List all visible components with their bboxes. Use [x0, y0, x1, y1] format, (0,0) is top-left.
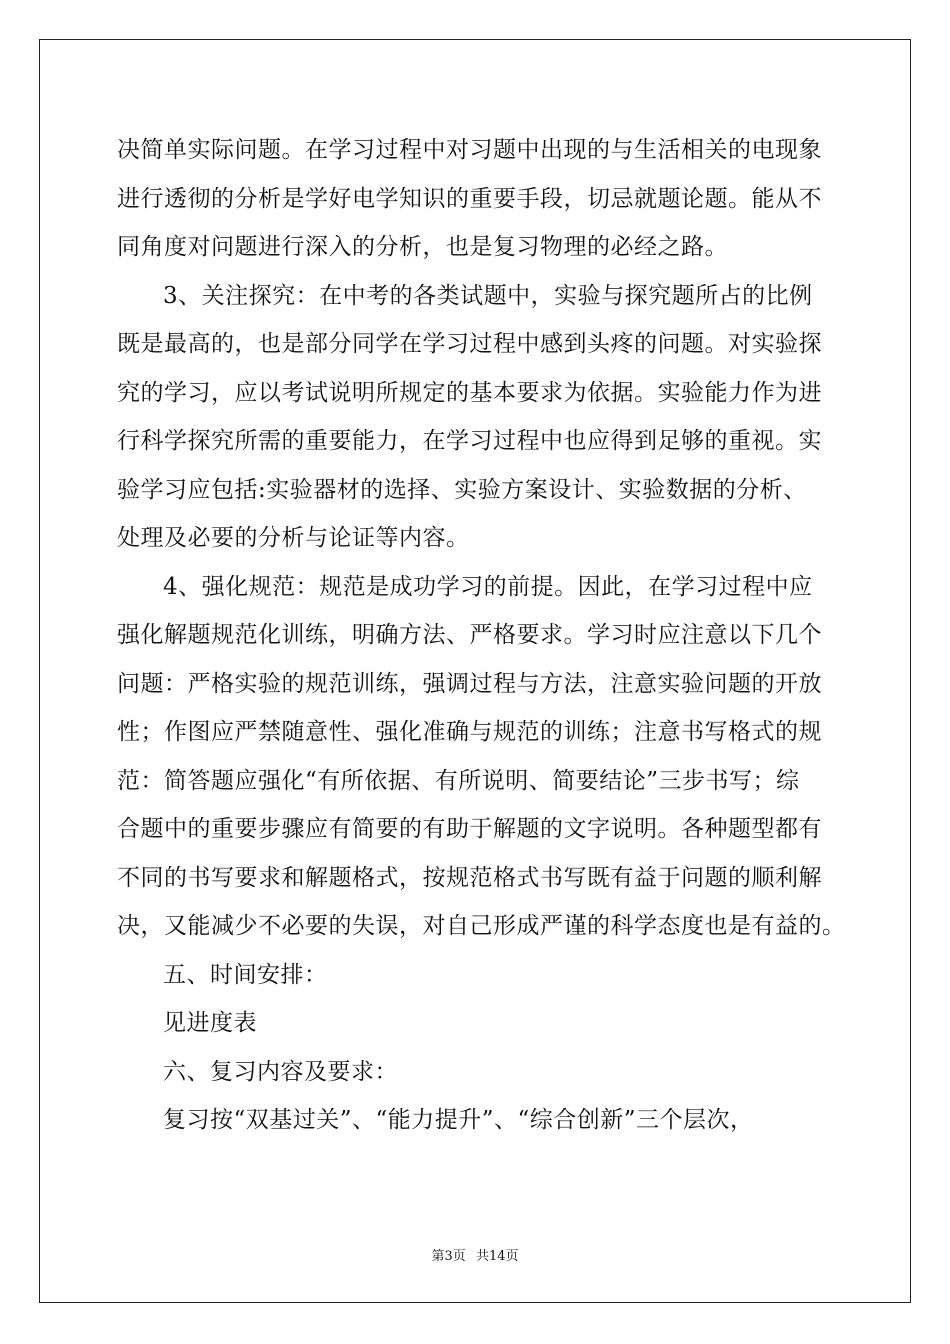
text-line: 性；作图应严禁随意性、强化准确与规范的训练；注意书写格式的规 [117, 719, 822, 745]
document-body [117, 126, 846, 1145]
page-number-total: 共14页 [475, 1249, 519, 1264]
text-line: 合题中的重要步骤应有简要的有助于解题的文字说明。各种题型都有 [117, 816, 822, 842]
page-number-current: 第3页 [431, 1249, 466, 1264]
text-line: 决简单实际问题。在学习过程中对习题中出现的与生活相关的电现象 [117, 137, 822, 163]
text-line: 决，又能减少不必要的失误，对自己形成严谨的科学态度也是有益的。 [117, 913, 846, 939]
text-line: 同角度对问题进行深入的分析，也是复习物理的必经之路。 [117, 234, 728, 260]
text-line: 进行透彻的分析是学好电学知识的重要手段，切忌就题论题。能从不 [117, 185, 822, 212]
section-heading: 五、时间安排： [163, 961, 328, 988]
text-line: 验学习应包括:实验器材的选择、实验方案设计、实验数据的分析、 [117, 476, 807, 503]
page-footer [0, 1245, 950, 1264]
text-line: 强化解题规范化训练，明确方法、严格要求。学习时应注意以下几个 [117, 622, 822, 648]
text-line: 既是最高的，也是部分同学在学习过程中感到头疼的问题。对实验探 [117, 331, 822, 357]
text-line: 问题：严格实验的规范训练，强调过程与方法，注意实验问题的开放 [117, 670, 822, 697]
text-line: 3、关注探究：在中考的各类试题中，实验与探究题所占的比例 [163, 282, 813, 309]
text-line: 行科学探究所需的重要能力，在学习过程中也应得到足够的重视。实 [117, 428, 822, 454]
text-line: 范：简答题应强化“有所依据、有所说明、简要结论”三步书写；综 [117, 767, 800, 794]
text-line: 4、强化规范：规范是成功学习的前提。因此，在学习过程中应 [163, 573, 813, 600]
text-line: 处理及必要的分析与论证等内容。 [117, 525, 470, 551]
text-line: 见进度表 [163, 1010, 257, 1036]
text-line: 复习按“双基过关”、“能力提升”、“综合创新”三个层次， [163, 1107, 754, 1133]
section-heading: 六、复习内容及要求： [163, 1058, 398, 1085]
text-line: 究的学习，应以考试说明所规定的基本要求为依据。实验能力作为进 [117, 379, 822, 406]
text-line: 不同的书写要求和解题格式，按规范格式书写既有益于问题的顺利解 [117, 864, 822, 891]
